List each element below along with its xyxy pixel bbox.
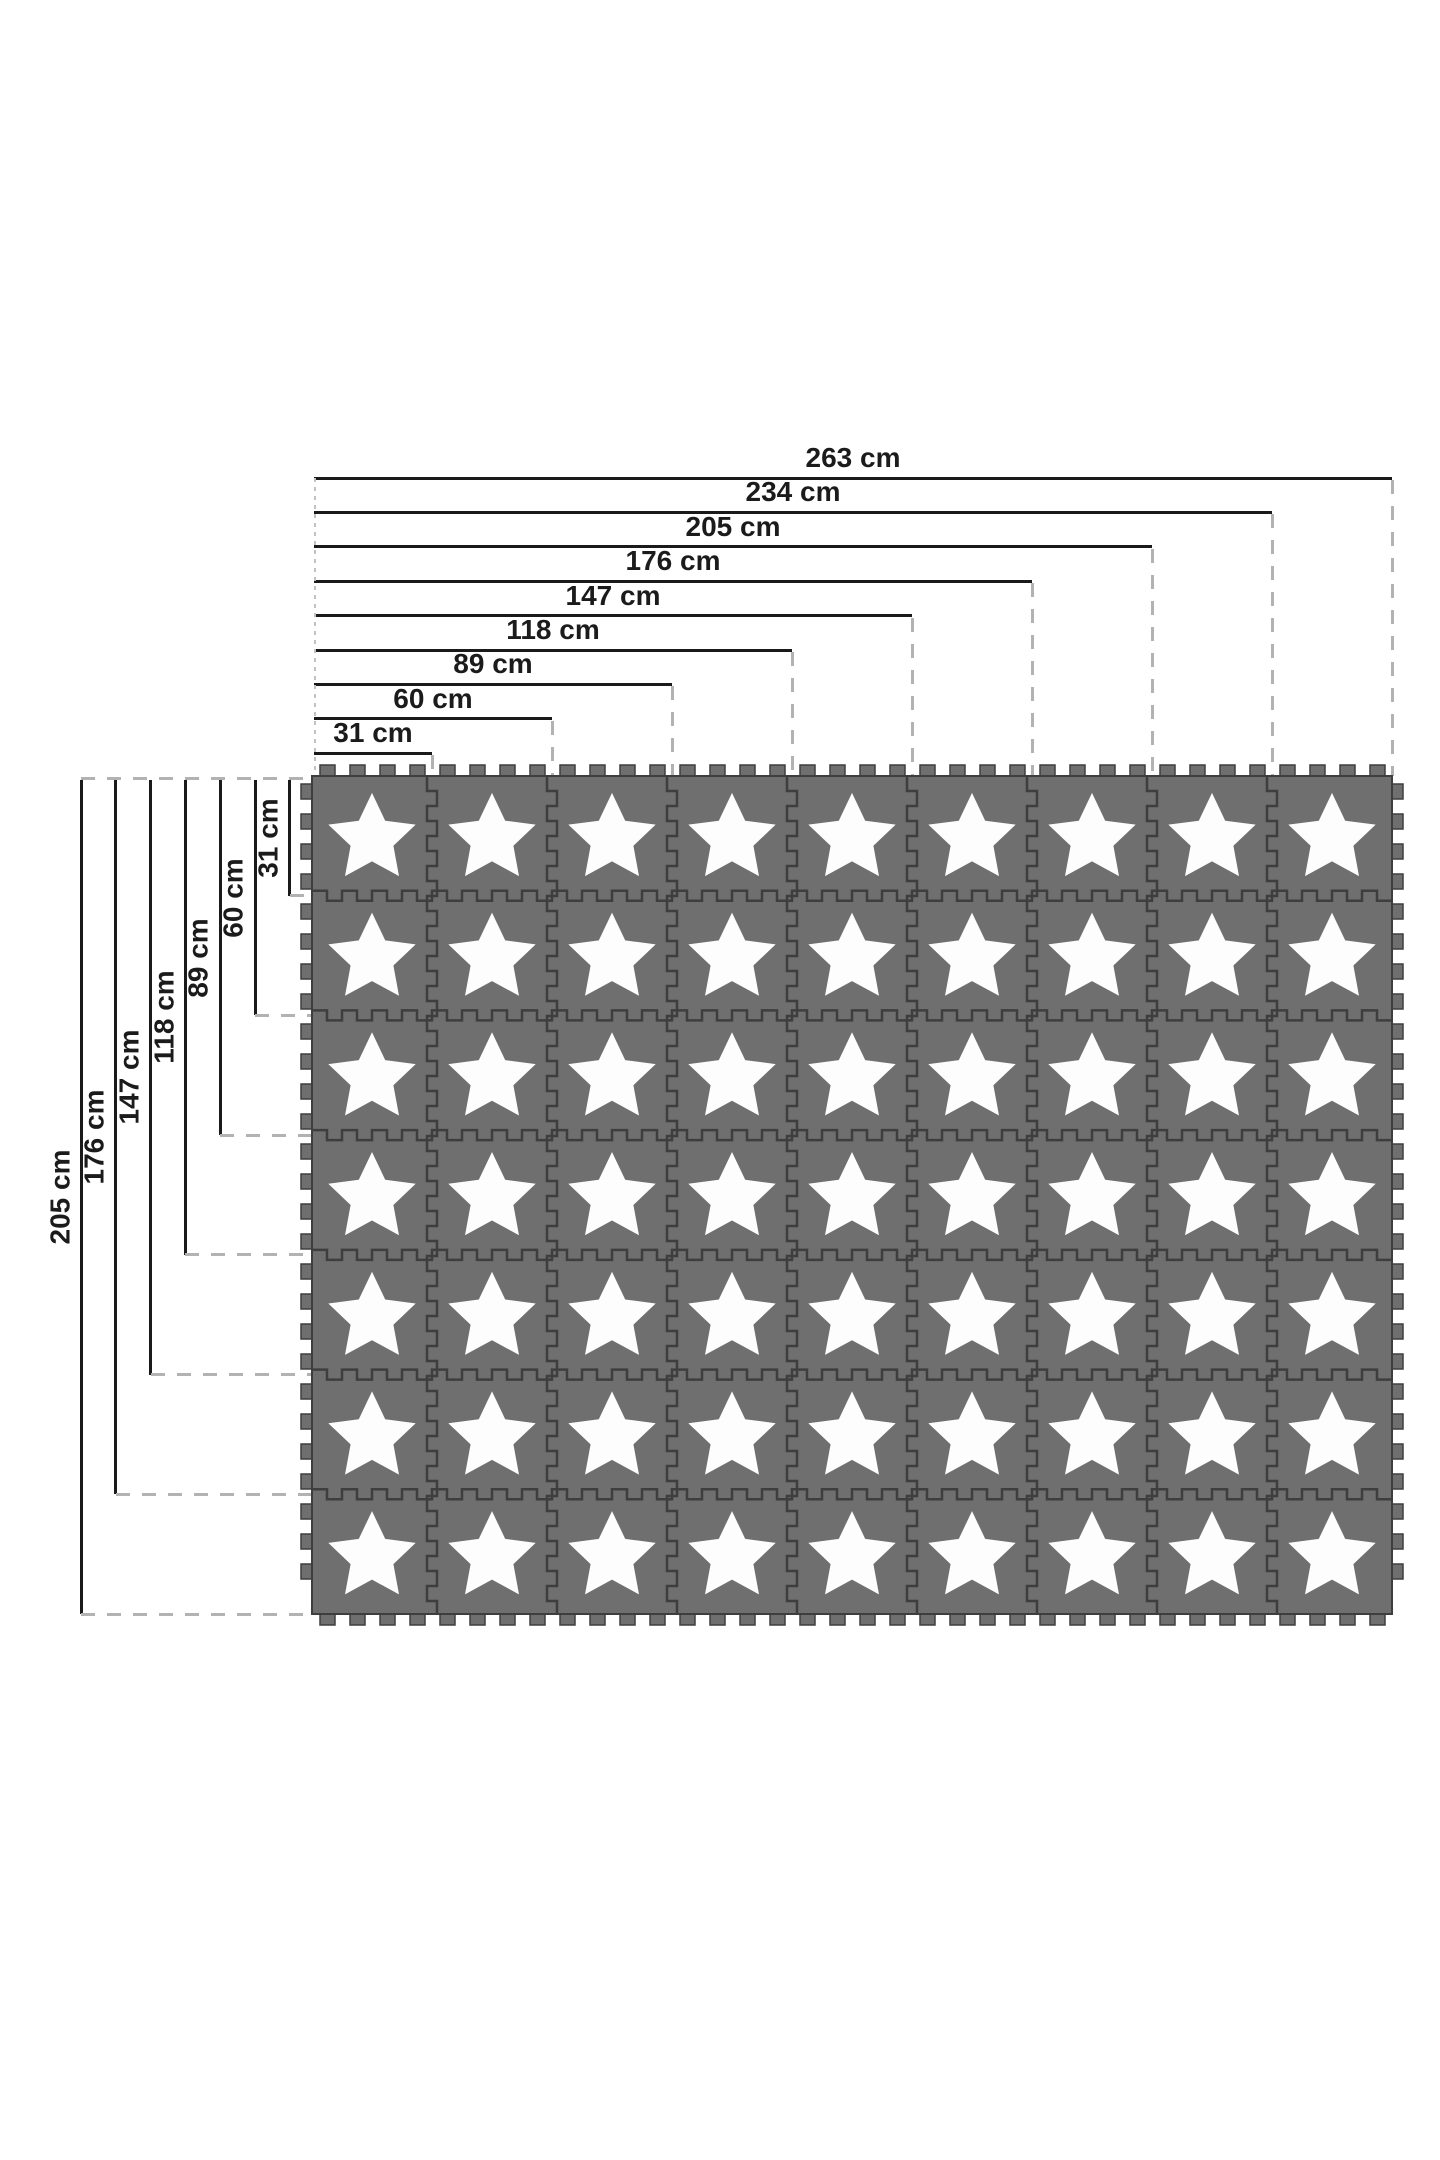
dimension-line-width bbox=[314, 614, 912, 617]
extension-line bbox=[220, 1134, 312, 1137]
dimension-line-width bbox=[314, 511, 1272, 514]
dimension-line-height bbox=[149, 780, 152, 1375]
dimension-line-width bbox=[314, 477, 1392, 480]
dimension-line-height bbox=[80, 780, 83, 1614]
dimension-line-width bbox=[314, 580, 1032, 583]
extension-line bbox=[151, 1373, 312, 1376]
extension-line bbox=[1031, 583, 1034, 776]
mat-svg bbox=[300, 764, 1404, 1626]
extension-line bbox=[116, 1493, 312, 1496]
dimension-line-height bbox=[288, 780, 291, 896]
extension-line bbox=[671, 686, 674, 776]
width-dimension-label: 147 cm bbox=[565, 579, 661, 611]
dimension-line-height bbox=[219, 780, 222, 1135]
width-dimension-label: 205 cm bbox=[685, 510, 781, 542]
width-dimension-label: 60 cm bbox=[393, 682, 473, 714]
extension-line bbox=[185, 1253, 312, 1256]
extension-line bbox=[1391, 480, 1394, 776]
height-dimension-label: 176 cm bbox=[78, 1089, 110, 1185]
height-dimension-label: 205 cm bbox=[44, 1149, 75, 1245]
extension-line bbox=[791, 652, 794, 776]
extension-line bbox=[1151, 549, 1154, 776]
extension-line bbox=[81, 1613, 312, 1616]
height-dimension-label: 60 cm bbox=[218, 858, 249, 938]
width-dimension-label: 31 cm bbox=[333, 717, 413, 749]
width-dimension-label: 263 cm bbox=[805, 442, 901, 473]
width-dimension-label: 176 cm bbox=[625, 545, 721, 577]
mat-left-edge-extension-line bbox=[314, 478, 316, 776]
dimension-line-height bbox=[114, 780, 117, 1494]
extension-line bbox=[1271, 514, 1274, 776]
width-dimension-label: 234 cm bbox=[745, 476, 841, 508]
mat-top-edge-extension-line bbox=[81, 777, 312, 780]
width-dimension-label: 89 cm bbox=[453, 648, 533, 680]
width-dimension-label: 118 cm bbox=[506, 614, 600, 645]
dimension-line-width bbox=[314, 545, 1152, 548]
dimension-line-width bbox=[314, 649, 792, 652]
height-dimension-label: 89 cm bbox=[183, 917, 215, 998]
dimension-line-width bbox=[314, 752, 432, 755]
dimension-line-height bbox=[184, 780, 187, 1255]
height-dimension-label: 118 cm bbox=[148, 970, 180, 1065]
extension-line bbox=[911, 618, 914, 776]
height-dimension-label: 147 cm bbox=[113, 1029, 145, 1125]
play-mat bbox=[300, 764, 1404, 1626]
dimension-line-width bbox=[314, 683, 672, 686]
height-dimension-label: 31 cm bbox=[252, 798, 284, 878]
